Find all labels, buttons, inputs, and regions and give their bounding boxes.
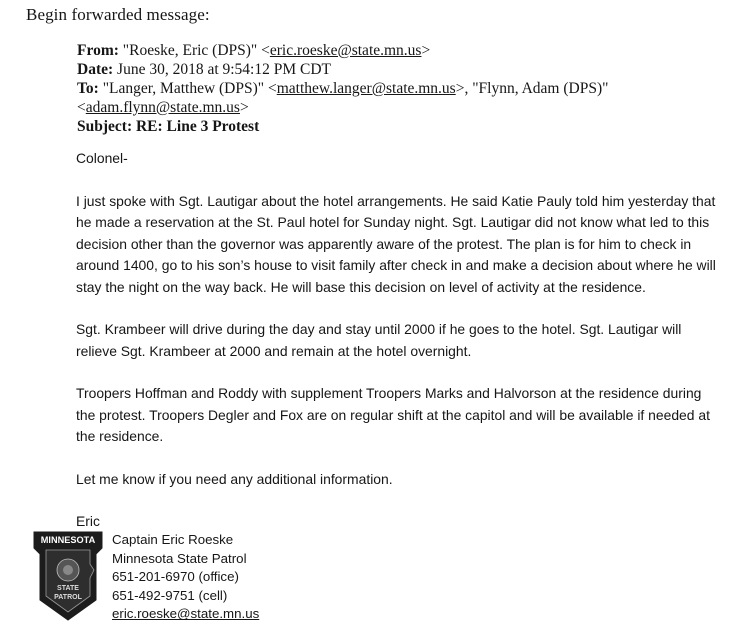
body-paragraph-1-line-5: stay the night on the way back. He will base this decision on level of activity at the residence. (76, 278, 646, 295)
subject-label: Subject: (77, 118, 133, 135)
to-close-2: > (239, 99, 249, 116)
salutation: Colonel- (76, 150, 128, 166)
body-paragraph-1-line-3: decision other than the governor was apparently aware of the protest. The plan is for him to check in (76, 235, 692, 252)
date-value: June 30, 2018 at 9:54:12 PM CDT (117, 61, 332, 78)
body-paragraph-1-line-1: I just spoke with Sgt. Lautigar about the hotel arrangements. He said Katie Pauly told him yesterday that (76, 192, 716, 209)
badge-text-line-1: STATE (57, 585, 79, 592)
to-open-2: < (77, 99, 86, 116)
signature-phone-cell: 651-492-9751 (cell) (112, 587, 228, 603)
signature-name: Captain Eric Roeske (112, 532, 234, 547)
badge-top-text: MINNESOTA (40, 535, 96, 545)
subject-value: RE: Line 3 Protest (135, 118, 260, 135)
body-paragraph-3-line-2: the protest. Troopers Degler and Fox are on regular shift at the capitol and will be available if needed at (76, 406, 710, 423)
from-email-link[interactable]: eric.roeske@state.mn.us (269, 42, 422, 59)
closing-signoff: Eric (76, 513, 100, 529)
from-name: "Roeske, Eric (DPS)" < (122, 42, 270, 59)
email-body (76, 148, 716, 533)
to-row-continued (77, 98, 717, 117)
email-headers (77, 41, 717, 136)
to-row (77, 79, 717, 98)
date-row (77, 60, 717, 79)
body-paragraph-1-line-4: around 1400, go to his son’s house to visit family after check in and make a decision about where he will (76, 257, 716, 273)
from-row (77, 41, 717, 60)
to-label: To: (77, 80, 99, 97)
signature-org: Minnesota State Patrol (112, 550, 247, 566)
date-label: Date: (77, 61, 114, 78)
to-email-link-2[interactable]: adam.flynn@state.mn.us (85, 99, 240, 116)
body-paragraph-2-line-1: Sgt. Krambeer will drive during the day and stay until 2000 if he goes to the hotel. Sgt. Lautigar will (76, 321, 682, 337)
body-paragraph-1-line-2: he made a reservation at the St. Paul hotel for Sunday night. Sgt. Lautigar did not know what led to this (76, 214, 710, 230)
to-name-1: "Langer, Matthew (DPS)" < (102, 80, 277, 97)
state-patrol-badge-icon (32, 530, 104, 622)
body-paragraph-2-line-2: relieve Sgt. Krambeer at 2000 and remain at the hotel overnight. (76, 342, 472, 359)
subject-row (77, 117, 717, 136)
to-email-link-1[interactable]: matthew.langer@state.mn.us (276, 80, 456, 97)
body-paragraph-4: Let me know if you need any additional information. (76, 470, 393, 487)
badge-text-line-2: PATROL (54, 594, 82, 601)
signature-phone-office: 651-201-6970 (office) (112, 569, 239, 585)
body-paragraph-3-line-1: Troopers Hoffman and Roddy with supplement Troopers Marks and Halvorson at the residence during (76, 385, 702, 401)
from-close: > (421, 42, 431, 59)
to-separator: >, "Flynn, Adam (DPS)" (455, 80, 609, 97)
signature-block (112, 531, 259, 624)
signature-email-link[interactable]: eric.roeske@state.mn.us (112, 606, 260, 622)
forwarded-message-label: Begin forwarded message: (26, 5, 210, 24)
from-label: From: (77, 42, 119, 59)
body-paragraph-3-line-3: the residence. (76, 428, 164, 444)
